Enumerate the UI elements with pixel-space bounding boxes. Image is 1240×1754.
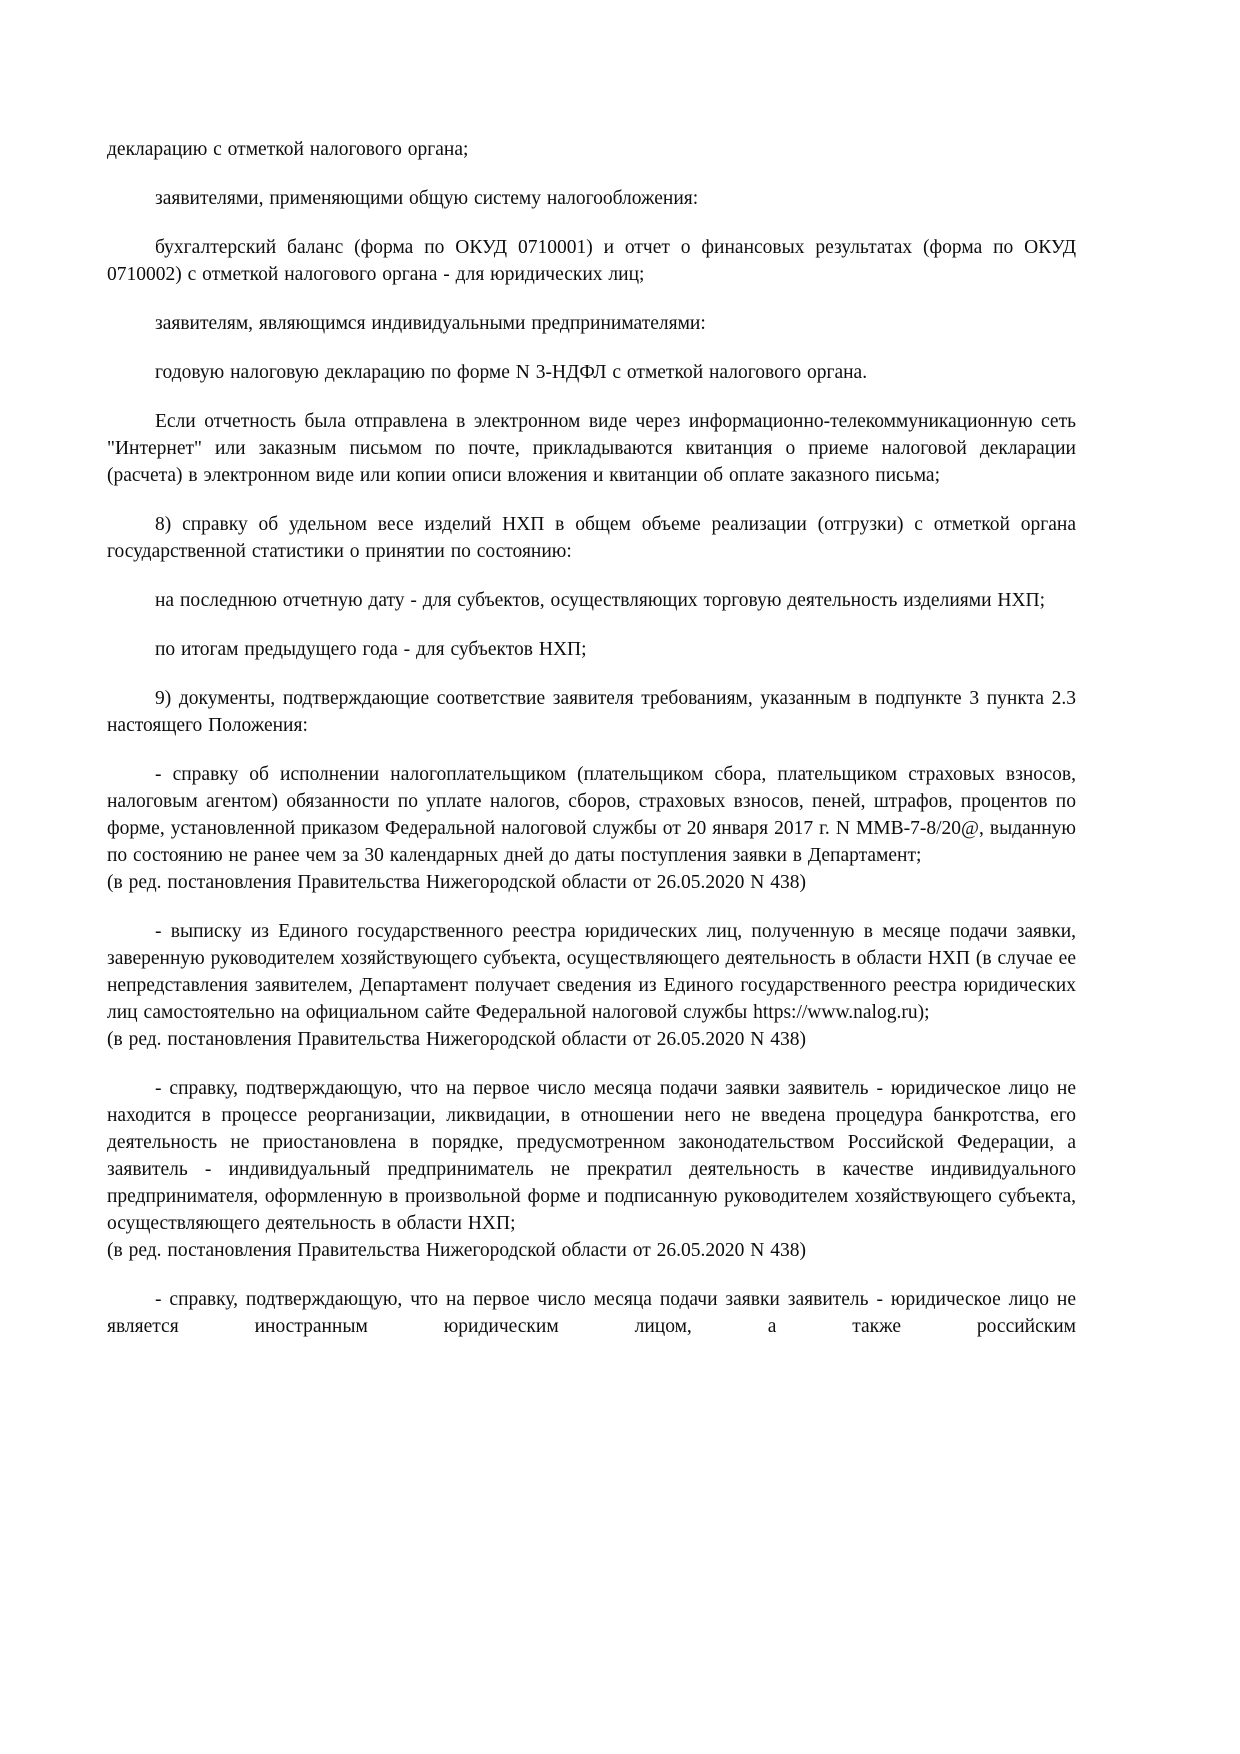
amendment-note: (в ред. постановления Правительства Нижегородской области от 26.05.2020 N 438) <box>107 1240 806 1261</box>
document-paragraph: на последнюю отчетную дату - для субъектов, осуществляющих торговую деятельность изделиями НХП; <box>155 590 1046 611</box>
document-paragraph: заявителями, применяющими общую систему налогообложения: <box>155 188 699 209</box>
document-paragraph: заявителям, являющимся индивидуальными предпринимателями: <box>155 313 706 334</box>
amendment-note: (в ред. постановления Правительства Нижегородской области от 26.05.2020 N 438) <box>107 872 806 893</box>
document-body <box>107 136 1076 1340</box>
document-paragraph: - выписку из Единого государственного реестра юридических лиц, полученную в месяце подачи заявки, заверенную руководителем хозяйствующего субъекта, осуществляющего деятельность в области НХП (в случае ее непредставления заявителем, Департамент получает сведения из Единого государственного реестра юридических лиц самостоятельно на официальном сайте Федеральной налоговой службы https://www.nalog.ru); <box>107 921 1076 1023</box>
document-paragraph: - справку об исполнении налогоплательщиком (плательщиком сбора, плательщиком страховых взносов, налоговым агентом) обязанности по уплате налогов, сборов, страховых взносов, пеней, штрафов, процентов по форме, установленной приказом Федеральной налоговой службы от 20 января 2017 г. N ММВ-7-8/20@, выданную по состоянию не ранее чем за 30 календарных дней до даты поступления заявки в Департамент; <box>107 764 1076 866</box>
document-paragraph: годовую налоговую декларацию по форме N 3-НДФЛ с отметкой налогового органа. <box>155 362 868 383</box>
document-paragraph: - справку, подтверждающую, что на первое число месяца подачи заявки заявитель - юридическое лицо не является иностранным юридическим лицом, а также российским <box>107 1289 1076 1337</box>
document-paragraph: - справку, подтверждающую, что на первое число месяца подачи заявки заявитель - юридическое лицо не находится в процессе реорганизации, ликвидации, в отношении него не введена процедура банкротства, его деятельность не приостановлена в порядке, предусмотренном законодательством Российской Федерации, а заявитель - индивидуальный предприниматель не прекратил деятельность в качестве индивидуального предпринимателя, оформленную в произвольной форме и подписанную руководителем хозяйствующего субъекта, осуществляющего деятельность в области НХП; <box>107 1078 1076 1234</box>
document-paragraph: бухгалтерский баланс (форма по ОКУД 0710001) и отчет о финансовых результатах (форма по ОКУД 0710002) с отметкой налогового органа - для юридических лиц; <box>107 237 1076 285</box>
document-paragraph: декларацию с отметкой налогового органа; <box>107 139 469 160</box>
amendment-note: (в ред. постановления Правительства Нижегородской области от 26.05.2020 N 438) <box>107 1029 806 1050</box>
document-paragraph: по итогам предыдущего года - для субъектов НХП; <box>155 639 587 660</box>
document-paragraph: Если отчетность была отправлена в электронном виде через информационно-телекоммуникационную сеть "Интернет" или заказным письмом по почте, прикладываются квитанция о приеме налоговой декларации (расчета) в электронном виде или копии описи вложения и квитанции об оплате заказного письма; <box>107 411 1076 486</box>
document-paragraph: 9) документы, подтверждающие соответствие заявителя требованиям, указанным в подпункте 3 пункта 2.3 настоящего Положения: <box>107 688 1076 736</box>
document-paragraph: 8) справку об удельном весе изделий НХП в общем объеме реализации (отгрузки) с отметкой органа государственной статистики о принятии по состоянию: <box>107 514 1076 562</box>
